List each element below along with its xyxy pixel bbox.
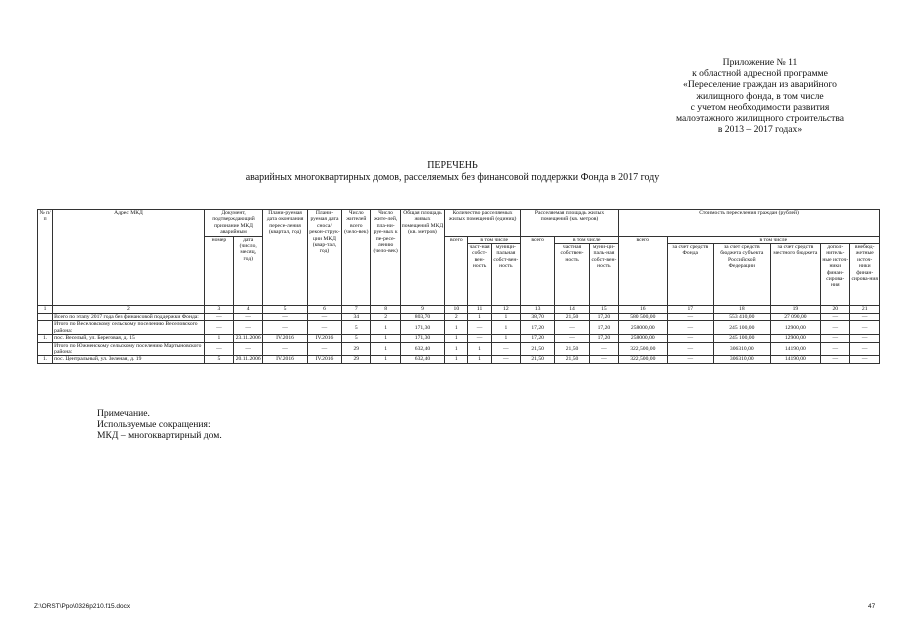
table-cell: — xyxy=(821,356,850,363)
column-number: 6 xyxy=(307,306,341,314)
table-cell: 1 xyxy=(445,342,468,356)
table-cell: — xyxy=(204,321,233,335)
table-cell: 1 xyxy=(491,321,520,335)
page-number: 47 xyxy=(868,603,876,610)
table-cell: 27 090,00 xyxy=(770,314,821,321)
table-cell: 1. xyxy=(38,356,53,363)
table-cell: 23.11.2006 xyxy=(234,335,263,342)
table-cell: — xyxy=(667,356,713,363)
header-area-municipal: муни-ци-паль-ная собст-вен-ность xyxy=(589,244,618,306)
header-planned-resettlement: Плани-руемая дата окончания пересе-ления (квартал, год) xyxy=(263,210,307,306)
column-number: 18 xyxy=(714,306,771,314)
table-cell: — xyxy=(850,314,880,321)
table-cell: 5 xyxy=(342,335,371,342)
appendix-line: в 2013 – 2017 годах» xyxy=(717,124,803,136)
column-number: 2 xyxy=(53,306,205,314)
table-cell: IV.2016 xyxy=(307,335,341,342)
table-cell: — xyxy=(468,335,491,342)
document-subtitle: аварийных многоквартирных домов, расселяемых без финансовой поддержки Фонда в 2017 году xyxy=(245,172,660,183)
table-cell: — xyxy=(667,314,713,321)
housing-table xyxy=(37,209,880,364)
table-row xyxy=(38,342,880,356)
note-abbreviations: Используемые сокращения: xyxy=(97,419,211,430)
table-cell: 21,50 xyxy=(555,314,589,321)
header-total-area: Общая площадь живых помещений МКД (кв. метров) xyxy=(400,210,444,306)
header-count-rooms: Количество расселяемых жилых помещений (единиц) xyxy=(445,210,521,237)
column-number: 20 xyxy=(821,306,850,314)
table-cell: 632,40 xyxy=(400,356,444,363)
table-cell: 17,20 xyxy=(521,335,555,342)
column-number: 15 xyxy=(589,306,618,314)
note-title: Примечание. xyxy=(97,408,150,419)
table-cell: 1. xyxy=(38,335,53,342)
table-cell: 17,20 xyxy=(589,321,618,335)
header-area-incl: в том числе xyxy=(555,236,619,243)
table-cell: — xyxy=(589,356,618,363)
header-cost-federal: за счет средств бюджета субъекта Российской Федерации xyxy=(714,244,771,306)
header-num: № п/п xyxy=(38,210,53,306)
table-cell xyxy=(38,342,53,356)
table-cell xyxy=(38,314,53,321)
table-cell: 580 500,00 xyxy=(619,314,668,321)
header-document-date: дата (число, месяц, год) xyxy=(234,236,263,305)
table-cell: Итого по Южненскому сельскому поселению Мартыновского района: xyxy=(53,342,205,356)
table-cell: — xyxy=(234,314,263,321)
column-number: 7 xyxy=(342,306,371,314)
header-area-rooms: Расселяемая площадь жилых помещений (кв. метров) xyxy=(521,210,619,237)
table-cell: 1 xyxy=(445,335,468,342)
table-cell: 1 xyxy=(371,335,400,342)
file-path: Z:\ORST\Ppo\0326p210.f15.docx xyxy=(34,603,131,610)
table-cell: — xyxy=(821,321,850,335)
column-number: 12 xyxy=(491,306,520,314)
header-count-incl: в том числе xyxy=(468,236,521,243)
table-cell xyxy=(38,321,53,335)
table-cell: 14190,00 xyxy=(770,342,821,356)
table-cell: 2 xyxy=(371,314,400,321)
table-cell: — xyxy=(234,342,263,356)
appendix-line: жилищного фонда, в том числе xyxy=(696,90,824,102)
table-cell: 21,50 xyxy=(555,356,589,363)
table-cell: 17,20 xyxy=(589,335,618,342)
column-number: 5 xyxy=(263,306,307,314)
table-cell: — xyxy=(263,321,307,335)
header-row xyxy=(38,210,880,237)
table-cell: 245 100,00 xyxy=(714,321,771,335)
table-cell: — xyxy=(263,314,307,321)
table-cell: 12900,00 xyxy=(770,321,821,335)
table-cell: 245 100,00 xyxy=(714,335,771,342)
header-residents-planned: Число жите-лей, пла-ни-руе-мых к пе-ресе-лению (чело-век) xyxy=(371,210,400,306)
note-mkd: МКД – многоквартирный дом. xyxy=(97,430,222,441)
column-number: 21 xyxy=(850,306,880,314)
table-cell: IV.2016 xyxy=(263,356,307,363)
table-cell: 1 xyxy=(371,321,400,335)
header-residents-total: Число жителей всего (чело-век) xyxy=(342,210,371,306)
appendix-line: малоэтажного жилищного строительства xyxy=(675,113,845,125)
column-number: 16 xyxy=(619,306,668,314)
header-count-private: част-ная собст-вен-ность xyxy=(468,244,491,306)
table-cell: 1 xyxy=(204,335,233,342)
table-cell: 1 xyxy=(371,342,400,356)
column-number: 10 xyxy=(445,306,468,314)
table-cell: — xyxy=(491,342,520,356)
table-cell: — xyxy=(468,321,491,335)
table-cell: — xyxy=(850,335,880,342)
table-cell: 553 410,00 xyxy=(714,314,771,321)
table-cell: Итого по Веселовскому сельскому поселению Веселовского района: xyxy=(53,321,205,335)
table-cell: пос. Веселый, ул. Береговая, д. 15 xyxy=(53,335,205,342)
table-cell: Всего по этапу 2017 года без финансовой поддержки Фонда: xyxy=(53,314,205,321)
table-cell: 17,20 xyxy=(521,321,555,335)
table-cell: — xyxy=(307,314,341,321)
header-cost-total: всего xyxy=(619,236,668,305)
table-cell: 258000,00 xyxy=(619,321,668,335)
column-number: 9 xyxy=(400,306,444,314)
table-cell: — xyxy=(307,342,341,356)
column-number: 3 xyxy=(204,306,233,314)
table-cell: — xyxy=(234,321,263,335)
table-cell: 21,50 xyxy=(521,342,555,356)
table-row xyxy=(38,314,880,321)
table-row xyxy=(38,356,880,363)
table-cell: — xyxy=(307,321,341,335)
header-cost-fund: за счет средств Фонда xyxy=(667,244,713,306)
table-cell: 17,20 xyxy=(589,314,618,321)
table-cell: — xyxy=(667,342,713,356)
column-number: 1 xyxy=(38,306,53,314)
appendix-line: к областной адресной программе xyxy=(692,68,828,80)
table-cell: 1 xyxy=(468,342,491,356)
header-document-number: номер xyxy=(204,236,233,305)
table-cell: — xyxy=(667,321,713,335)
header-planned-demolition: Плани-руемая дата сноса/ рекон-струк-ции МКД (квар-тал, год) xyxy=(307,210,341,306)
table-cell: 306310,00 xyxy=(714,356,771,363)
column-number: 19 xyxy=(770,306,821,314)
table-cell: 21,50 xyxy=(521,356,555,363)
table-cell: — xyxy=(850,356,880,363)
header-cost-extrabudget: внебюд-жетные источ-ники финан-сирова-ния xyxy=(850,244,880,306)
table-cell: 14190,00 xyxy=(770,356,821,363)
header-cost-incl: в том числе xyxy=(667,236,879,243)
table-cell: 29 xyxy=(342,342,371,356)
table-cell: IV.2016 xyxy=(263,335,307,342)
table-cell: 306310,00 xyxy=(714,342,771,356)
table-cell: — xyxy=(667,335,713,342)
header-address: Адрес МКД xyxy=(53,210,205,306)
table-cell: 1 xyxy=(371,356,400,363)
appendix-line: с учетом необходимости развития xyxy=(690,101,830,113)
table-cell: 2 xyxy=(445,314,468,321)
table-cell: 171,30 xyxy=(400,335,444,342)
table-cell: 1 xyxy=(468,356,491,363)
table-cell: 1 xyxy=(445,321,468,335)
table-cell: — xyxy=(263,342,307,356)
header-count-municipal: муници-пальная собст-вен-ность xyxy=(491,244,520,306)
table-cell: 1 xyxy=(445,356,468,363)
header-cost-local: за счет средств местного бюджета xyxy=(770,244,821,306)
table-cell: — xyxy=(589,342,618,356)
header-area-total: всего xyxy=(521,236,555,305)
table-cell: 258000,00 xyxy=(619,335,668,342)
table-cell: — xyxy=(204,314,233,321)
table-cell: — xyxy=(555,335,589,342)
table-cell: 20.11.2006 xyxy=(234,356,263,363)
table-cell: — xyxy=(821,314,850,321)
column-number: 13 xyxy=(521,306,555,314)
table-cell: 1 xyxy=(491,335,520,342)
table-cell: — xyxy=(491,356,520,363)
appendix-line: Приложение № 11 xyxy=(722,57,798,68)
table-cell: — xyxy=(850,321,880,335)
table-cell: — xyxy=(821,335,850,342)
table-cell: — xyxy=(555,321,589,335)
table-cell: 34 xyxy=(342,314,371,321)
header-document: Документ, подтверждающий признание МКД аварийным xyxy=(204,210,263,237)
table-cell: — xyxy=(821,342,850,356)
table-cell: 632,40 xyxy=(400,342,444,356)
column-number: 11 xyxy=(468,306,491,314)
appendix-line: «Переселение граждан из аварийного xyxy=(683,79,837,91)
table-cell: 5 xyxy=(204,356,233,363)
table-cell: пос. Центральный, ул. Зеленая, д. 19 xyxy=(53,356,205,363)
column-number: 14 xyxy=(555,306,589,314)
table-cell: 322,500,00 xyxy=(619,342,668,356)
table-row xyxy=(38,335,880,342)
table-cell: 803,70 xyxy=(400,314,444,321)
table-cell: 12900,00 xyxy=(770,335,821,342)
column-number-row xyxy=(38,306,880,314)
table-cell: 29 xyxy=(342,356,371,363)
table-row xyxy=(38,321,880,335)
header-count-total: всего xyxy=(445,236,468,305)
table-cell: 1 xyxy=(491,314,520,321)
column-number: 17 xyxy=(667,306,713,314)
header-area-private: частная собствен-ность xyxy=(555,244,589,306)
table-cell: 21,50 xyxy=(555,342,589,356)
header-cost: Стоимость переселения граждан (рублей) xyxy=(619,210,880,237)
table-cell: — xyxy=(850,342,880,356)
document-title: ПЕРЕЧЕНЬ xyxy=(427,160,478,171)
table-cell: 171,30 xyxy=(400,321,444,335)
header-cost-additional: допол-нитель-ные источ-ники финан-сирова-ния xyxy=(821,244,850,306)
column-number: 8 xyxy=(371,306,400,314)
table-cell: — xyxy=(204,342,233,356)
notes-block xyxy=(97,408,222,441)
table-cell: 322,500,00 xyxy=(619,356,668,363)
table-cell: 5 xyxy=(342,321,371,335)
table-cell: 1 xyxy=(468,314,491,321)
column-number: 4 xyxy=(234,306,263,314)
appendix-block xyxy=(640,57,880,135)
table-cell: 38,70 xyxy=(521,314,555,321)
table-cell: IV.2016 xyxy=(307,356,341,363)
